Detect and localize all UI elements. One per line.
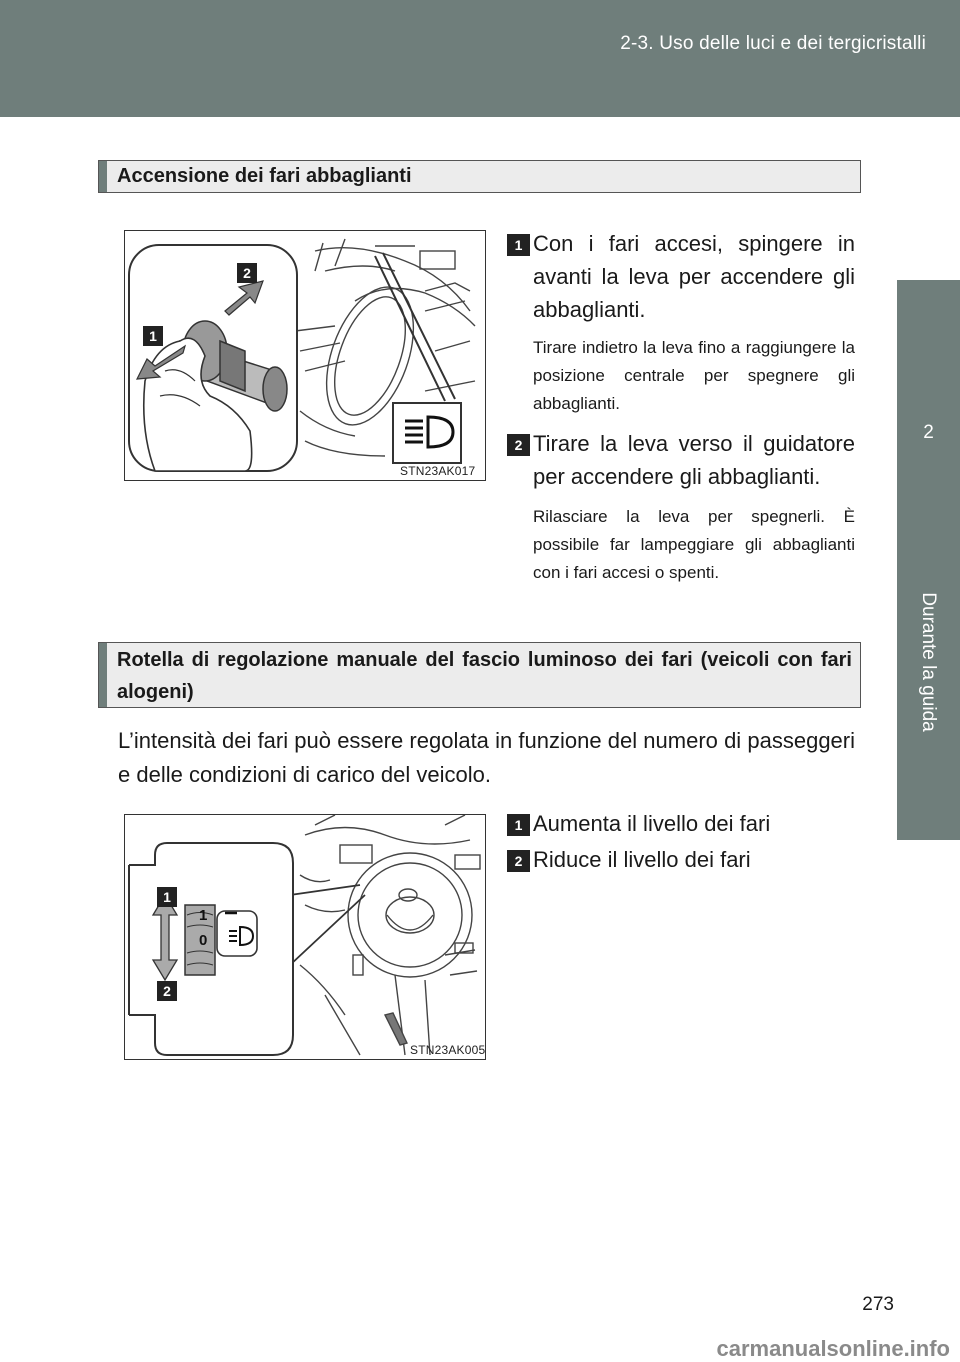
step-2-note: Rilasciare la leva per spegnerli. È possibile far lampeggiare gli abbaglianti con i fari accesi o spenti. (533, 507, 855, 582)
lever-illustration (125, 231, 485, 480)
callout-1: 1 (143, 326, 163, 346)
figure-code: STN23AK005 (410, 1043, 486, 1057)
section-title: Rotella di regolazione manuale del fascio luminoso dei fari (veicoli con fari alogeni) (117, 649, 852, 703)
side-tab (897, 117, 960, 1362)
step-2-decrease (507, 843, 855, 876)
step-1-note: Tirare indietro la leva fino a raggiungere la posizione centrale per spegnere gli abbaglianti. (533, 338, 855, 413)
section-heading-beam-adjust (98, 642, 861, 708)
page-number: 273 (862, 1294, 894, 1315)
step-text: Aumenta il livello dei fari (533, 811, 771, 836)
step-number-badge: 2 (507, 434, 530, 456)
figure-high-beam-lever (124, 230, 486, 481)
callout-2: 2 (157, 981, 177, 1001)
dial-illustration (125, 815, 485, 1059)
figure-code: STN23AK017 (400, 464, 476, 478)
side-tab-number: 2 (923, 422, 934, 443)
step-1 (507, 227, 855, 326)
callout-1: 1 (157, 887, 177, 907)
step-text: Tirare la leva verso il guidatore per accendere gli abbaglianti. (533, 431, 855, 489)
step-number-badge: 1 (507, 234, 530, 256)
callout-2: 2 (237, 263, 257, 283)
step-number-badge: 1 (507, 814, 530, 836)
step-text: Con i fari accesi, spingere in avanti la leva per accendere gli abbaglianti. (533, 231, 855, 322)
dial-mark-0: 0 (199, 932, 208, 949)
step-2 (507, 427, 855, 493)
figure-beam-adjust-dial (124, 814, 486, 1060)
step-1-increase (507, 807, 855, 840)
dial-mark-1: 1 (199, 907, 208, 924)
page-header (0, 0, 960, 117)
step-text: Riduce il livello dei fari (533, 847, 751, 872)
side-tab-box (897, 280, 960, 840)
section-heading-high-beam (98, 160, 861, 193)
intro-paragraph: L’intensità dei fari può essere regolata in funzione del numero di passeggeri e delle condizioni di carico del veicolo. (118, 728, 855, 787)
chapter-title: 2-3. Uso delle luci e dei tergicristalli (620, 33, 926, 54)
watermark: carmanualsonline.info (716, 1336, 950, 1361)
side-tab-label: Durante la guida (918, 592, 939, 732)
step-number-badge: 2 (507, 850, 530, 872)
section-title: Accensione dei fari abbaglianti (117, 165, 412, 187)
